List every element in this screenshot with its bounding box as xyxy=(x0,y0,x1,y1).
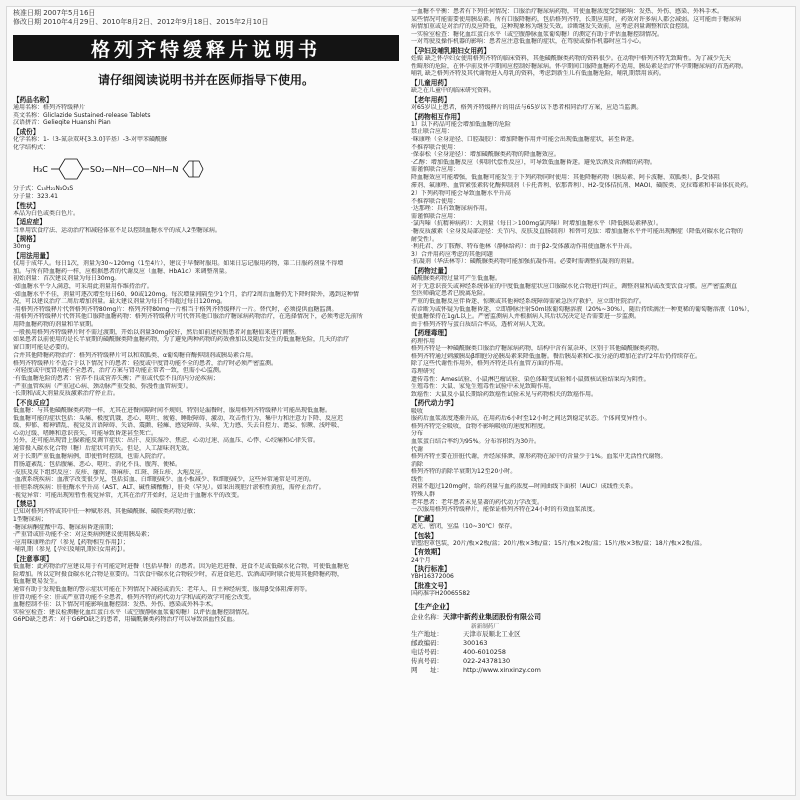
section-text-line: 本品为白色或类白色片。 xyxy=(13,209,80,217)
section-text-line: 哺乳 缺乏格列齐特及其代谢物进入母乳的资料，考虑到新生儿有低血糖危险，哺乳期禁用该药。 xyxy=(411,70,665,78)
revision-date: 修改日期 2010年4月29日、2010年8月2日、2012年9月18日、2015年2月10日 xyxy=(13,18,269,26)
postcode-value: 300163 xyxy=(463,638,488,647)
section-heading: 【 包装 】 xyxy=(411,532,789,540)
section-text-line: 遮光、密闭，室温（10~30℃）保存。 xyxy=(411,523,517,531)
section-text-line: ·用格列齐特缓释片代替格列齐特80mg片：格列齐特80mg一片相当于格列齐特缓释片一片。替代时，必须提供血糖监测。 xyxy=(13,305,338,313)
section-text-line: ·皮肤及皮下组织反应：皮疹、瘙痒、荨麻疹、红斑、斑丘疹、大疱反应。 xyxy=(13,468,207,476)
section-text-line: 另外，还可能出现肾上腺素能反调节症状：出汗、皮肤湿冷、焦虑、心动过速、高血压、心悸、心绞痛和心律失常。 xyxy=(13,437,320,445)
section-text-line: 血糖控制不佳：以下情况可能影响血糖控制：发热、外伤、感染或外科手术。 xyxy=(13,601,218,609)
section-text-line: 一般换用格列齐特缓释片时不需过渡期，开始以剂量30mg较好，然后如前述按照患者对血糖值来进行调整。 xyxy=(13,328,301,336)
website-value: http://www.xinxinzy.com xyxy=(463,665,541,674)
left-body xyxy=(13,96,399,624)
section-text-line: 合并其他降糖药物治疗：格列齐特缓释片可以和双胍类、α葡萄糖苷酶抑制剂或胰岛素合用。 xyxy=(13,352,257,360)
structural-formula-drawing xyxy=(33,153,233,183)
section-text-line: 化学结构式： xyxy=(13,143,50,151)
section-heading: 【 成份 】 xyxy=(13,128,399,136)
section xyxy=(13,555,399,624)
benzene-ring xyxy=(59,159,83,179)
section-text-line: 对于无意识丧失或神经系统体征的中度低血糖症状应口服碳水化合物进行纠正，调整剂量和/或改变饮食习惯。应严密监测直 xyxy=(411,282,738,290)
section-text-line: 使血糖保持在1g/L以上。严密监测病人并根据病人其后状况决定是否需要进一步监测。 xyxy=(411,313,640,321)
section-text-line: 心动过缓、嗜睡和意识丧失，可能导致昏迷甚至死亡。 xyxy=(13,429,158,437)
section-text-line: ·如血糖水平不佳，剂量可逐次增至每日60、90或120mg。每次增量间隔至少1个月，治疗2周后血糖仍无下降时除外，遇到这种情 xyxy=(13,290,359,298)
section-text-line: 药理作用 xyxy=(411,337,436,345)
section xyxy=(411,532,789,548)
section-text-line: 血浆蛋白结合率约为95%。分布容积约为30升。 xyxy=(411,437,540,445)
section-heading: 【 药理毒理 】 xyxy=(411,329,789,337)
section-text-line: 滞剂、氟康唑、血管紧张素转化酶抑制剂（卡托普利、依那普利）、H2-受体拮抗剂、MAOI、磺胺类、克拉霉素和非甾体抗炎药。 xyxy=(411,181,753,189)
section xyxy=(13,461,399,499)
section-heading: 【 适应症 】 xyxy=(13,218,399,226)
section-text-line: 加。与所有降血糖药一样，应根据患者的代谢反应（血糖、HbA1c）来调整剂量。 xyxy=(13,267,231,275)
section-text-line: 若诊断为或怀疑为低血糖昏迷，立即静脉注射50ml浓葡萄糖溶液（20%~30%），随后持续滴注一种更稀的葡萄糖溶液（10%）， xyxy=(411,305,754,313)
section-heading: 【 不良反应 】 xyxy=(13,399,399,407)
section-text-line: 代谢 xyxy=(411,445,424,453)
section-text-line: 病情加重或是对治疗的反应降低，这种现象称为继发失效。诊断继发失效前，应考虑剂量调整和饮食控制。 xyxy=(411,23,694,31)
section-text-line: ·糖皮质激素（全身及局部途径：关节内、皮肤及直肠制剂）和替可克肽：增加血糖水平并可能出现酮症（降低对碳水化合物的 xyxy=(411,228,743,236)
section-text-line: 除了这些代谢性作用外，格列齐特还具有血管方面的作用。 xyxy=(411,360,568,368)
section-heading: 【 批准文号 】 xyxy=(411,582,789,590)
section-text-line: ·氯丙嗪（抗精神病药）：大剂量（每日＞100mg氯丙嗪）时增加血糖水平（降低胰岛素释放）。 xyxy=(411,220,663,228)
section-text-line: 一次服用格列齐特缓释片，能保证格列齐特在24小时的有效血浆浓度。 xyxy=(411,506,599,514)
section-text-line: 格列齐特是一种磺酰脲类口服治疗糖尿病药物，结构中含有氮杂环，区别于其他磺酰脲类药物。 xyxy=(411,345,664,353)
section-text-line: 窗口期可能是必要的。 xyxy=(13,343,74,351)
section-text-line: YBH16372006 xyxy=(411,573,454,581)
section xyxy=(13,185,399,200)
section-text-line: 老年患者：老年患者未见显著的药代动力学改变。 xyxy=(411,498,544,506)
section xyxy=(13,500,399,554)
section-text-line: 低血糖：此药物治疗应建议用于有可能定时进餐（包括早餐）的患者。因为延迟进餐、进食不足或低碳水化合物，可使低血糖危 xyxy=(13,563,350,571)
section-text-line: 降血糖效应可能增强，低血糖可能发生于下列药物同时使用：其他降糖药物（胰岛素、阿卡波糖、双胍类），β-受体阻 xyxy=(411,173,720,181)
section-text-line: ·肝胆系统疾病：肝脏酶水平升高（AST、ALT、碱性磷酸酶），肝炎（罕见）。如果出现胆汁淤积性黄疸，需停止治疗。 xyxy=(13,483,325,491)
section-text-line: 24个月 xyxy=(411,556,431,564)
section xyxy=(411,113,789,190)
left-column xyxy=(13,7,399,795)
section xyxy=(411,329,789,398)
section xyxy=(411,267,789,328)
section-text-line: G6PD缺乏患者：对于G6PD缺乏的患者，用磺酰脲类药物治疗可以导致溶血性贫血。 xyxy=(13,616,239,624)
section-text-line: ·应用咪康唑治疗（参见【药物相互作用】）； xyxy=(13,538,129,546)
section-heading: 【 孕妇及哺乳期妇女用药 】 xyxy=(411,47,789,55)
section-text-line: 不推荐联合使用： xyxy=(411,143,460,151)
company-label: 企业名称： xyxy=(411,612,443,621)
section-text-line: 英文名称：Gliclazide Sustained-release Tablets xyxy=(13,111,151,119)
section-text-line: 禁止联合应用： xyxy=(411,128,454,136)
sulfonylurea-chain-label: SO₂—NH—CO—NH—N xyxy=(90,165,179,175)
section-text-line: 格列齐特主要在肝脏代谢，并经尿排泄，原形药物在尿中的含量少于1%。血浆中无活性代谢物。 xyxy=(411,453,667,461)
section xyxy=(411,399,789,514)
address-value: 天津市辰顺北工业区 xyxy=(463,629,521,638)
section-text-line: 3）合并用药应考虑的其他问题 xyxy=(411,250,493,258)
structural-formula xyxy=(33,153,399,183)
section-text-line: 线性 xyxy=(411,475,424,483)
section-text-line: 险增加。所以定时摄食碳水化合物是重要的。当饮食中碳水化合物较少时，若进食延迟、饮酒或同时联合使用其他降糖药物， xyxy=(13,570,344,578)
section-heading: 【 注意事项 】 xyxy=(13,555,399,563)
section xyxy=(13,252,399,351)
section-heading: 【 药品名称 】 xyxy=(13,96,399,104)
section-text-line: 吸收 xyxy=(411,407,424,415)
revision-dates xyxy=(13,9,399,27)
section-text-line: 格列齐特缓释片不适合于以下情况下的患者：轻度或中度肾功能不全的患者，治疗时必须严密监测。 xyxy=(13,359,278,367)
section-text-line: 通用名称：格列齐特缓释片 xyxy=(13,104,86,112)
section-text-line: 一血糖不平衡：患者有下列任何情况：口服治疗糖尿病药物，可使血糖浓度受到影响：发热、外伤、感染、外科手术。 xyxy=(411,8,724,15)
section-heading: 【 用法用量 】 xyxy=(13,252,399,260)
company-name: 天津中新药业集团股份有限公司 xyxy=(442,611,541,621)
section-text-line: 1）以下药品可能会增加低血糖的危险 xyxy=(411,120,511,128)
address-label: 生产地址： xyxy=(411,629,443,638)
section-text-line: 当单用饮食疗法、运动治疗和减轻体重不足以控制血糖水平的成人2型糖尿病。 xyxy=(13,226,221,234)
section-text-line: 一对驾驶及操作机器的影响：患者应注意低血糖的症状，在驾驶或操作机器时应当小心。 xyxy=(411,38,646,46)
section xyxy=(411,548,789,564)
section xyxy=(411,47,789,78)
document-title: 格列齐特缓释片说明书 xyxy=(90,38,321,61)
website-row xyxy=(411,666,789,675)
methyl-group-label: H₃C xyxy=(33,165,48,175)
right-column xyxy=(411,7,789,795)
section-text-line: 不推荐联合使用： xyxy=(411,197,460,205)
section-heading: 【 儿童用药 】 xyxy=(411,79,789,87)
section xyxy=(13,235,399,251)
section-text-line: 化学名称：1-（3-氮杂双环[3.3.0]辛基）-3-对甲苯磺酰脲 xyxy=(13,136,168,144)
section-text-line: 初始剂量：首次建议剂量为每日30mg。 xyxy=(13,275,121,283)
manufacturer-block xyxy=(411,602,789,675)
plant-name: 新新制药厂 xyxy=(471,623,499,630)
section-text-line: 通常摄入碳水化合物（糖）后症状可消失。但是，人工甜味剂无效。 xyxy=(13,445,194,453)
section xyxy=(411,79,789,95)
section-text-line: 分布 xyxy=(411,430,424,438)
title-banner xyxy=(13,35,399,61)
section-text-line: 妊娠 缺乏怀孕妇女使用格列齐特的临床资料，其他磺酰脲类药物的资料很少。在动物中格列齐特无致畸性。为了减少先天 xyxy=(411,55,731,63)
postcode-row xyxy=(411,639,789,648)
postcode-label: 邮政编码： xyxy=(411,638,443,647)
section-text-line: 性畸形的危险，在怀孕前及怀孕期间应控制好糖尿病。怀孕期间口服降血糖药不适用，胰岛素是治疗怀孕期糖尿病的首选药物。 xyxy=(411,62,748,70)
section-text-line: 通常有助于发现低血糖的警示症状可能在下列情况下减轻或消失：老年人、自主神经病变、服用β受体阻滞剂等。 xyxy=(13,585,311,593)
section-text-line: ·如血糖水平令人满意，可采用此剂量用作维持治疗。 xyxy=(13,282,153,290)
section-text-line: ·糖尿病酮症酸中毒、糖尿病昏迷前期； xyxy=(13,523,117,531)
section xyxy=(13,352,399,398)
section-heading: 【 药物过量 】 xyxy=(411,267,789,275)
section-text-line: 国药准字H20065582 xyxy=(411,590,471,598)
section-text-line: 格列齐特的消除半衰期为12至20小时。 xyxy=(411,468,517,476)
section-text-line: 缺乏在儿童中的临床研究资料。 xyxy=(411,87,496,95)
section-heading: 【 性状 】 xyxy=(13,202,399,210)
section-text-line: 需谨慎联合应用： xyxy=(411,212,460,220)
section-text-line: ·乙醇：增加低血糖反应（抑制代偿性反应），可导致低血糖昏迷。避免饮酒及含酒精的药物。 xyxy=(411,158,656,166)
section-text-line: 至医师确定患者已脱离危险。 xyxy=(411,290,490,298)
section-text-line: ·咪康唑（全身途径、口腔凝胶）：增加降糖作用并可能会出现低血糖症状，甚至昏迷。 xyxy=(411,135,638,143)
section xyxy=(13,96,399,127)
section-text-line: ·用格列齐特缓释片代替其他口服降血糖药物：格列齐特缓释片可代替其他口服治疗糖尿病药物治疗，在选择情况下，必须考虑先前所 xyxy=(13,313,363,321)
section-text-line: 低血糖可能的症状包括：头痛、极度饥饿、恶心、呕吐、疲倦、睡眠障碍、激动、攻击性行为、集中力和注意力下降、反应迟 xyxy=(13,414,344,422)
section xyxy=(411,190,789,266)
section xyxy=(411,515,789,531)
section-text-line: 对65岁以上患者，格列齐特缓释片的用法与65岁以下患者相同治疗方案，应适当监测。 xyxy=(411,103,643,111)
section-text-line: 肝肾功能不全：肝或严重肾功能不全患者，格列齐特的药代动力学和/或药效学可能会改变。 xyxy=(13,593,256,601)
section xyxy=(13,399,399,460)
section-text-line: 需谨慎联合应用： xyxy=(411,166,460,174)
section xyxy=(13,202,399,218)
section-heading: 【 药物相互作用 】 xyxy=(411,113,789,121)
fax-label: 传真号码： xyxy=(411,656,443,665)
section-text-line: 格列齐特完全吸收，食物不影响吸收的速度和程度。 xyxy=(411,422,550,430)
section-text-line: 严重的低血糖反应伴昏迷、惊厥或其他神经系统障碍需紧急医疗救护，应立即住院治疗。 xyxy=(411,298,646,306)
section xyxy=(411,565,789,581)
section xyxy=(411,8,789,46)
section-text-line: 低血糖：与其他磺酰脲类药物一样，尤其在进餐间隔时间不规则，特别是漏餐时，服用格列齐特缓释片可能出现低血糖。 xyxy=(13,407,332,415)
section xyxy=(13,128,399,183)
section-text-line: 铝塑泡罩包装，20片/板×2板/盒；20片/板×3板/盒；15片/板×2板/盒；15片/板×3板/盒；18片/板×2板/盒。 xyxy=(411,539,706,547)
section-text-line: ·血液系统疾病：血液学改变很少见，包括贫血、白细胞减少、血小板减少、粒细胞减少，这些异常通常是可逆的。 xyxy=(13,476,315,484)
section-text-line: ·长期和/或大剂量皮质激素治疗停止后。 xyxy=(13,390,119,398)
right-body xyxy=(411,8,789,598)
section-heading: 【 老年用药 】 xyxy=(411,96,789,104)
section-text-line: 仅用于成年人。每日1次，剂量为30~120mg（1至4片），建议于早餐时服用。如果日忘记服用药物，第二日服药剂量不得增 xyxy=(13,260,344,268)
section-text-line: 缓、抑郁、精神错乱、视觉及言语障碍、失语、震颤、轻瘫、感觉障碍、头晕、无力感、失去自控力、谵妄、惊厥、浅呼吸、 xyxy=(13,422,344,430)
section-text-line: 低血糖更易发生。 xyxy=(13,578,62,586)
address-row xyxy=(411,630,789,639)
section-text-line: ·达那唑：具有致糖尿病作用。 xyxy=(411,205,491,213)
section xyxy=(411,96,789,112)
section-heading: 【 禁忌 】 xyxy=(13,500,399,508)
section-text-line: 如果患者以前使用的是长半衰期的磺酰脲类降血糖药物，为了避免两种药物的药效叠加以及随后发生的低血糖危险，几天的治疗 xyxy=(13,336,350,344)
section xyxy=(411,582,789,598)
section-text-line: 生殖毒性：大鼠、家兔生殖毒性试验中未见致畸作用。 xyxy=(411,383,556,391)
section-text-line: 毒理研究 xyxy=(411,367,436,375)
manufacturer-heading: 【生产企业】 xyxy=(411,602,453,611)
section-text-line: ·严重肾或肝功能不全：对这类病例建议使用胰岛素； xyxy=(13,531,153,539)
approval-date: 核准日期 2007年5月16日 xyxy=(13,9,96,17)
section-text-line: ·抗凝剂（华法林等）：磺酰脲类药物可能加强抗凝作用。必要时需调整抗凝剂的剂量。 xyxy=(411,258,638,266)
section-heading: 【 规格 】 xyxy=(13,235,399,243)
section-text-line: 实验室检查：建议检测糖化血红蛋白水平（或空腹静脉血浆葡萄糖）以评估血糖控制情况。 xyxy=(13,608,254,616)
section-text-line: 耐受性）。 xyxy=(411,235,439,243)
section-text-line: ·对轻度或中度肾功能不全患者，治疗方案与肾功能正常者一致，但需小心监测。 xyxy=(13,367,225,375)
section-text-line: 格列齐特通过刺激胰岛β细胞分泌胰岛素来降低血糖。餐后胰岛素和C-肽分泌的增加在治疗2年后仍持续存在。 xyxy=(411,352,702,360)
phone-label: 电话号码： xyxy=(411,647,443,656)
section-text-line: 由于格列齐特与蛋白质结合率高，透析对病人无效。 xyxy=(411,320,550,328)
section xyxy=(13,218,399,234)
section-text-line: 剂量不超过120mg时，给药剂量与血药浓度—时间曲线下面积（AUC）成线性关系。 xyxy=(411,483,637,491)
section-heading: 【 有效期 】 xyxy=(411,548,789,556)
usage-notice: 请仔细阅读说明书并在医师指导下使用。 xyxy=(97,73,314,87)
section-text-line: 特殊人群 xyxy=(411,491,436,499)
phone-row xyxy=(411,648,789,657)
package-insert-leaflet xyxy=(6,6,796,796)
section-text-line: ·利托君、沙丁胺醇、特布他林（静脉给药）：由于β2-受体激动作用使血糖水平升高。 xyxy=(411,243,636,251)
section-text-line: 对于长期严重低血糖病例，即使暂时控制，也需入院治疗。 xyxy=(13,452,170,460)
section-text-line: 2）下列药物可能会导致血糖水平升高 xyxy=(411,190,511,198)
fax-value: 022-24378130 xyxy=(463,656,511,665)
section-text-line: 一实验室检查：糖化血红蛋白水平（或空腹静脉血浆葡萄糖）的测定有助于评估血糖控制情况。 xyxy=(411,30,664,38)
section-text-line: ·有低血糖危险的患者：营养不良或营养失衡；严重或代偿不良的内分泌疾病； xyxy=(13,375,219,383)
section-text-line: 胃肠道紊乱：包括腹痛、恶心、呕吐、消化不良、腹泻、便秘。 xyxy=(13,461,182,469)
section-text-line: ·哺乳期（参见【孕妇及哺乳期妇女用药】）。 xyxy=(13,546,129,554)
section-heading: 【 贮藏 】 xyxy=(411,515,789,523)
section-text-line: ·保泰松（全身途径）：增加磺酰脲类药物的降血糖效应。 xyxy=(411,151,560,159)
section-text-line: ·视觉异常：可能出现短暂性视觉异常，尤其在治疗开始时，这是由于血糖水平的改变。 xyxy=(13,491,243,499)
section-heading: 【 执行标准 】 xyxy=(411,565,789,573)
section-text-line: 用降血糖药物的剂量和半衰期。 xyxy=(13,320,98,328)
section-text-line: 磺酰脲类药物过量可产生低血糖。 xyxy=(411,275,502,283)
company-row xyxy=(411,612,789,622)
section-text-line: 汉语拼音：Gelieqite Huanshi Pian xyxy=(13,119,111,127)
section-text-line: 分子量：323.41 xyxy=(13,192,58,200)
section-text-line: 遗传毒性：Ames试验、小鼠淋巴瘤试验、染色体畸变试验和小鼠微核试验结果均为阴性。 xyxy=(411,375,650,383)
section-text-line: 30mg xyxy=(13,243,31,251)
section-text-line: 致癌性：大鼠及小鼠长期给药致癌性试验未见与药物相关的致癌作用。 xyxy=(411,390,598,398)
website-label: 网 址： xyxy=(411,665,443,674)
section-text-line: 况，可以建议治疗二周后增加剂量。最大建议剂量为每日不得超过每日120mg。 xyxy=(13,298,227,306)
section-text-line: 服药后血浆浓度逐渐升高，在用药后6小时至12小时之间达到稳定状态。个体间变异性小。 xyxy=(411,415,651,423)
section-heading: 【 药代动力学 】 xyxy=(411,399,789,407)
phone-value: 400-6010258 xyxy=(463,647,506,656)
section-text-line: ·严重血管疾病（严重冠心病、颈动脉严重受损、弥漫性血管病变）。 xyxy=(13,382,192,390)
fax-row xyxy=(411,657,789,666)
section-text-line: 已知对格列齐特或其中任一种赋形剂、其他磺酰脲、磺胺类药物过敏； xyxy=(13,508,200,516)
section-text-line: 1型糖尿病； xyxy=(13,515,47,523)
section-text-line: 某些情况可能需要使用胰岛素。所有口服降糖药，包括格列齐特，长期应用时，药效对许多病人都会减弱。这可能由于糖尿病 xyxy=(411,15,742,23)
section-text-line: 分子式：C₁₅H₂₁N₃O₃S xyxy=(13,185,74,193)
section-text-line: 消除 xyxy=(411,460,424,468)
